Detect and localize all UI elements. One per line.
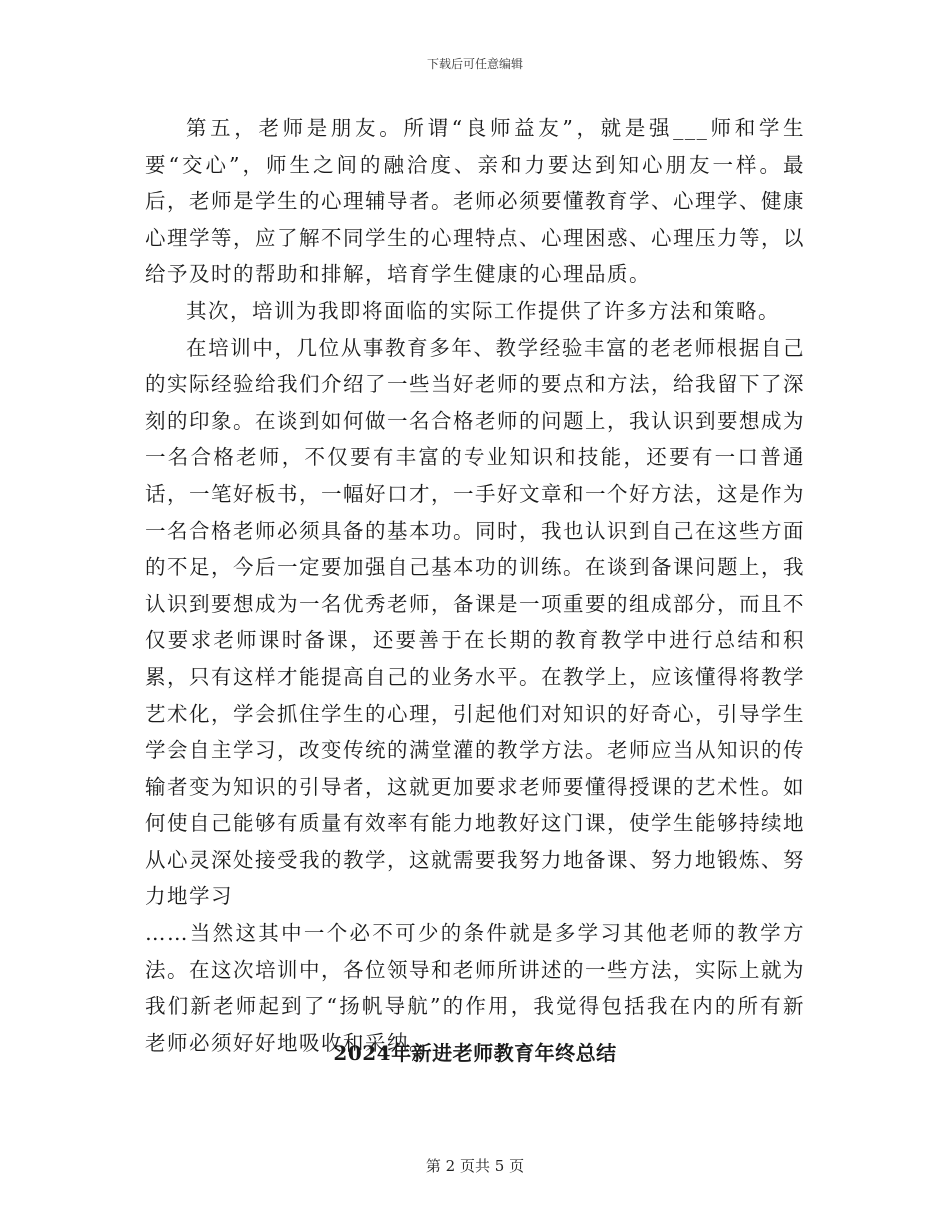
- document-body: [145, 110, 805, 1061]
- paragraph: 其次，培训为我即将面临的实际工作提供了许多方法和策略。: [186, 298, 780, 323]
- section-title: 2024年新进老师教育年终总结: [333, 1041, 617, 1065]
- page-number: 第 2 页共 5 页: [425, 1157, 525, 1175]
- page-header: 下载后可任意编辑: [426, 57, 523, 71]
- paragraph-continuation: ……当然这其中一个必不可少的条件就是多学习其他老师的教学方法。在这次培训中，各位领导和老师所讲述的一些方法，实际上就为我们新老师起到了“扬帆导航”的作用，我觉得包括我在内的所有新老师必须好好地吸收和采纳。: [145, 921, 805, 1055]
- paragraph: 第五，老师是朋友。所谓“良师益友”，就是强___师和学生要“交心”，师生之间的融洽度、亲和力要达到知心朋友一样。最后，老师是学生的心理辅导者。老师必须要懂教育学、心理学、健康心理学等，应了解不同学生的心理特点、心理困惑、心理压力等，以给予及时的帮助和排解，培育学生健康的心理品质。: [145, 116, 805, 287]
- paragraph: 在培训中，几位从事教育多年、教学经验丰富的老老师根据自己的实际经验给我们介绍了一些当好老师的要点和方法，给我留下了深刻的印象。在谈到如何做一名合格老师的问题上，我认识到要想成为一名合格老师，不仅要有丰富的专业知识和技能，还要有一口普通话，一笔好板书，一幅好口才，一手好文章和一个好方法，这是作为一名合格老师必须具备的基本功。同时，我也认识到自己在这些方面的不足，今后一定要加强自己基本功的训练。在谈到备课问题上，我认识到要想成为一名优秀老师，备课是一项重要的组成部分，而且不仅要求老师课时备课，还要善于在长期的教育教学中进行总结和积累，只有这样才能提高自己的业务水平。在教学上，应该懂得将教学艺术化，学会抓住学生的心理，引起他们对知识的好奇心，引导学生学会自主学习，改变传统的满堂灌的教学方法。老师应当从知识的传输者变为知识的引导者，这就更加要求老师要懂得授课的艺术性。如何使自己能够有质量有效率有能力地教好这门课，使学生能够持续地从心灵深处接受我的教学，这就需要我努力地备课、努力地锻炼、努力地学习: [145, 335, 805, 909]
